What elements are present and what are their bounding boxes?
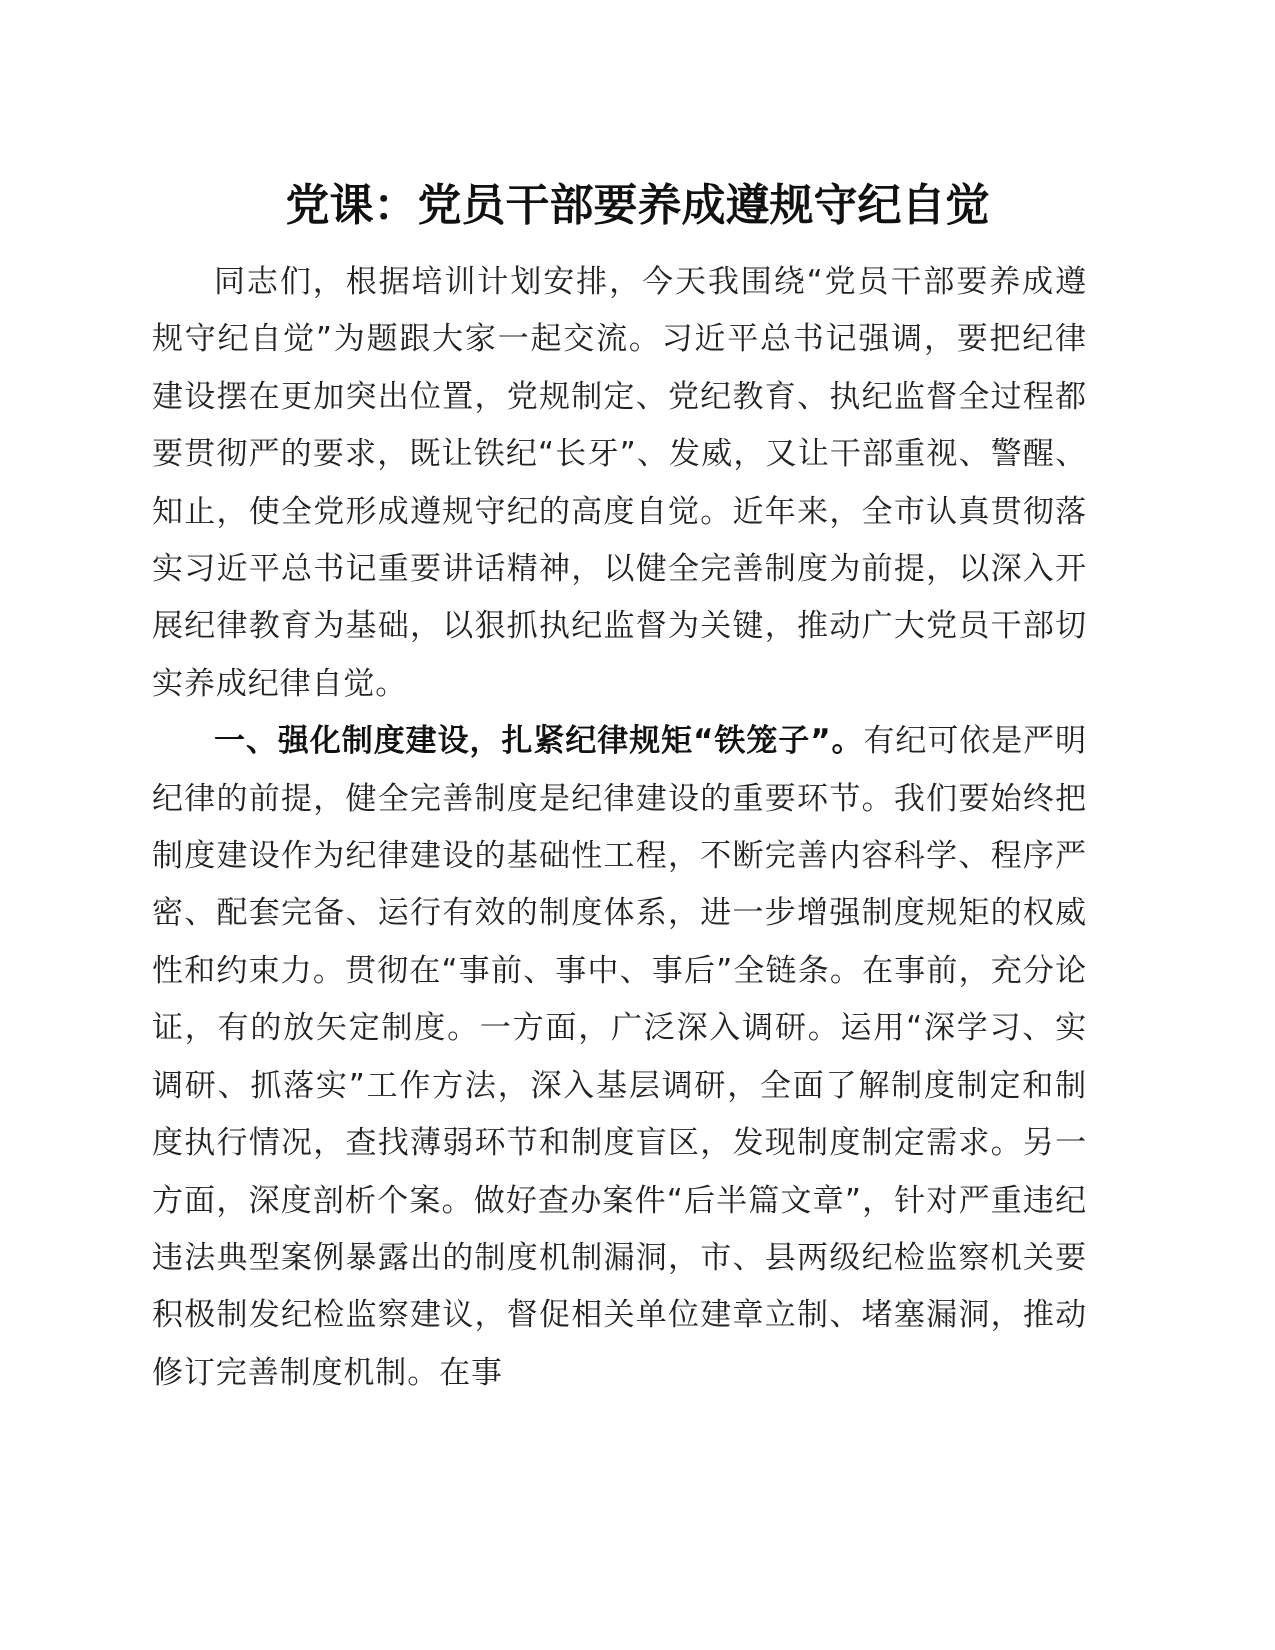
intro-paragraph <box>152 254 1087 713</box>
intro-paragraph-text: 同志们，根据培训计划安排，今天我围绕“党员干部要养成遵规守纪自觉”为题跟大家一起交流。习近平总书记强调，要把纪律建设摆在更加突出位置，党规制定、党纪教育、执纪监督全过程都要贯彻严的要求，既让铁纪“长牙”、发威，又让干部重视、警醒、知止，使全党形成遵规守纪的高度自觉。近年来，全市认真贯彻落实习近平总书记重要讲话精神，以健全完善制度为前提，以深入开展纪律教育为基础，以狠抓执纪监督为关键，推动广大党员干部切实养成纪律自觉。 <box>152 264 1087 702</box>
section-paragraph <box>152 713 1087 1402</box>
page-title: 党课：党员干部要养成遵规守纪自觉 <box>285 180 990 231</box>
document-body <box>152 254 1087 1402</box>
section-heading: 一、强化制度建设，扎紧纪律规矩“铁笼子”。 <box>214 723 864 760</box>
section-paragraph-text: 有纪可依是严明纪律的前提，健全完善制度是纪律建设的重要环节。我们要始终把制度建设作为纪律建设的基础性工程，不断完善内容科学、程序严密、配套完备、运行有效的制度体系，进一步增强制度规矩的权威性和约束力。贯彻在“事前、事中、事后”全链条。在事前，充分论证，有的放矢定制度。一方面，广泛深入调研。运用“深学习、实调研、抓落实”工作方法，深入基层调研，全面了解制度制定和制度执行情况，查找薄弱环节和制度盲区，发现制度制定需求。另一方面，深度剖析个案。做好查办案件“后半篇文章”，针对严重违纪违法典型案例暴露出的制度机制漏洞，市、县两级纪检监察机关要积极制发纪检监察建议，督促相关单位建章立制、堵塞漏洞，推动修订完善制度机制。在事 <box>152 723 1087 1391</box>
